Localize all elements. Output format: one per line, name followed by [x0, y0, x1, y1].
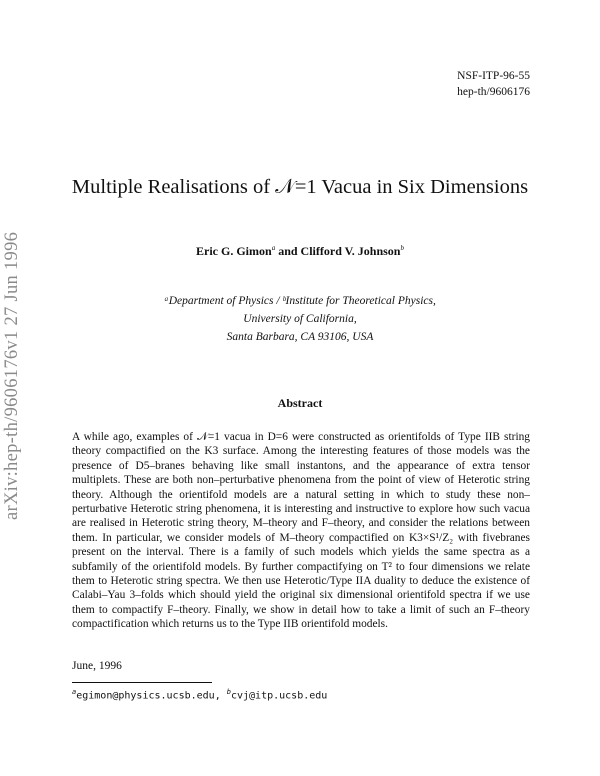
author-mark-a: a	[271, 244, 276, 252]
affiliation-departments: ᵃDepartment of Physics / ᵇInstitute for Theoretical Physics,	[164, 295, 436, 307]
author-mark-b: b	[400, 244, 404, 252]
arxiv-identifier: arXiv:hep-th/9606176v1 27 Jun 1996	[2, 231, 22, 520]
abstract-heading: Abstract	[277, 396, 323, 410]
author-gimon: Eric G. Gimon	[196, 244, 272, 258]
email-gimon: egimon@physics.ucsb.edu,	[76, 690, 221, 702]
paper-title: Multiple Realisations of 𝒩=1 Vacua in Six Dimensions	[71, 176, 529, 198]
email-mark-b: b	[226, 688, 231, 696]
author-line	[0, 244, 600, 259]
footnote-rule	[72, 682, 212, 683]
author-connector: and	[275, 244, 301, 258]
report-numbers	[457, 68, 530, 100]
abstract-body: A while ago, examples of 𝒩=1 vacua in D=6 were constructed as orientifolds of Type IIB string theory compactified on the K3 surface. Among the interesting features of those models was the presence of D5–branes behaving like small instantons, and the appearance of extra tensor multiplets. These are both non–perturbative phenomena from the point of view of Heterotic string theory. Although the orientifold models are a natural setting in which to study these non–perturbative Heterotic string phenomena, it is interesting and instructive to explore how such vacua are realised in Heterotic string theory, M–theory and F–theory, and consider the relations between them. In particular, we consider models of M–theory compactified on K3×S¹/Z₂ with fivebranes present on the interval. There is a family of such models which yields the same spectra as a subfamily of the orientifold models. By further compactifying on T² to four dimensions we relate them to Heterotic string spectra. We then use Heterotic/Type IIA duality to deduce the existence of Calabi–Yau 3–folds which should yield the original six dimensional orientifold spectra if we use them to compactify F–theory. Finally, we show in detail how to take a limit of such an F–theory compactification which returns us to the Type IIB orientifold models.	[72, 431, 530, 631]
publication-date: June, 1996	[72, 660, 122, 672]
email-johnson: cvj@itp.ucsb.edu	[230, 690, 328, 702]
footnote-emails	[72, 688, 327, 701]
report-number: NSF-ITP-96-55	[457, 70, 530, 82]
arxiv-number: hep-th/9606176	[457, 86, 530, 98]
email-mark-a: a	[72, 688, 77, 696]
affiliations	[0, 292, 600, 346]
affiliation-university: University of California,	[243, 313, 357, 325]
author-johnson: Clifford V. Johnson	[300, 244, 401, 258]
affiliation-address: Santa Barbara, CA 93106, USA	[226, 331, 374, 343]
